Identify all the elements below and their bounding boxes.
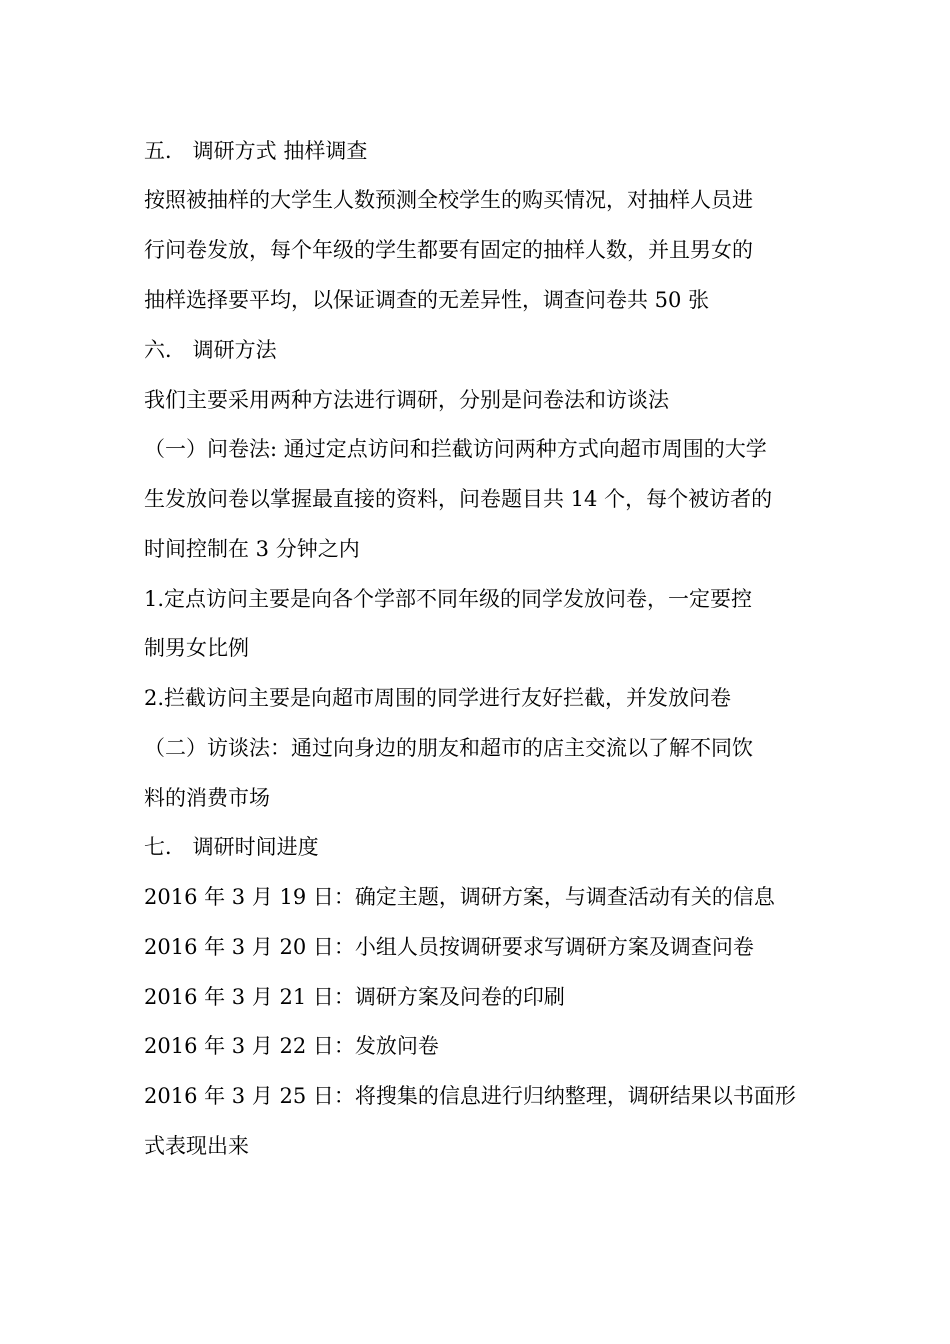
schedule-line: 2016 年 3 月 21 日：调研方案及问卷的印刷 [144,985,565,1009]
paragraph-line: 行问卷发放，每个年级的学生都要有固定的抽样人数，并且男女的 [144,238,753,262]
schedule-line: 2016 年 3 月 20 日：小组人员按调研要求写调研方案及调查问卷 [144,935,754,959]
schedule-line: 2016 年 3 月 19 日：确定主题，调研方案，与调查活动有关的信息 [144,885,775,909]
list-item: 制男女比例 [144,636,249,660]
paragraph-line: 按照被抽样的大学生人数预测全校学生的购买情况，对抽样人员进 [144,188,753,212]
paragraph-line: 生发放问卷以掌握最直接的资料，问卷题目共 14 个，每个被访者的 [144,487,773,511]
list-item: 2.拦截访问主要是向超市周围的同学进行友好拦截，并发放问卷 [144,686,732,710]
paragraph-line: 抽样选择要平均，以保证调查的无差异性，调查问卷共 50 张 [144,288,710,312]
paragraph-line: （二）访谈法：通过向身边的朋友和超市的店主交流以了解不同饮 [144,736,753,760]
schedule-line: 2016 年 3 月 25 日：将搜集的信息进行归纳整理，调研结果以书面形 [144,1084,796,1108]
paragraph-line: 时间控制在 3 分钟之内 [144,537,360,561]
section-heading-6: 六． 调研方法 [144,338,277,362]
paragraph-line: （一）问卷法: 通过定点访问和拦截访问两种方式向超市周围的大学 [144,437,767,461]
paragraph-line: 料的消费市场 [144,786,270,810]
section-heading-7: 七． 调研时间进度 [144,835,319,859]
list-item: 1.定点访问主要是向各个学部不同年级的同学发放问卷，一定要控 [144,587,753,611]
schedule-line: 2016 年 3 月 22 日：发放问卷 [144,1034,439,1058]
schedule-line: 式表现出来 [144,1134,249,1158]
section-heading-5: 五． 调研方式 抽样调查 [144,139,368,163]
paragraph-line: 我们主要采用两种方法进行调研，分别是问卷法和访谈法 [144,388,669,412]
